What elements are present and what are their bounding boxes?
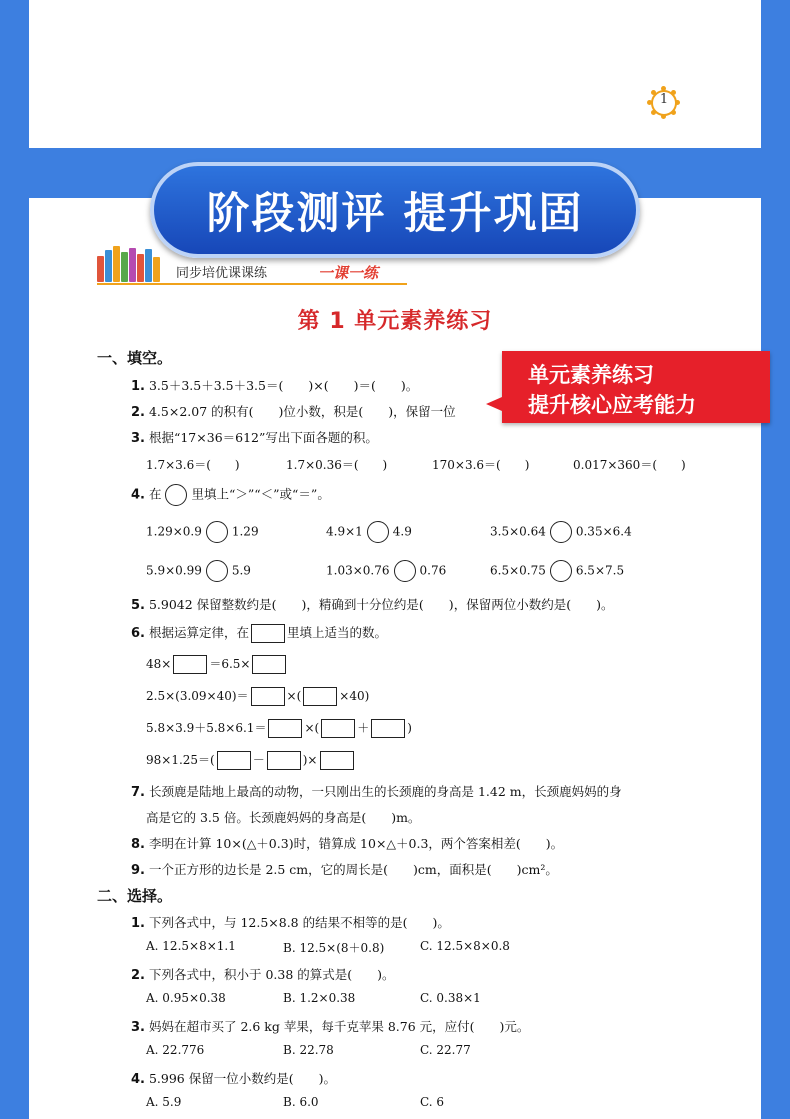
banner — [150, 162, 640, 258]
answer-box-icon — [251, 624, 285, 643]
compare-circle[interactable] — [394, 560, 416, 582]
s1-q4-item: 5.9×0.99 5.9 — [146, 560, 251, 582]
callout-line2: 提升核心应考能力 — [528, 393, 696, 417]
top-page — [29, 0, 761, 148]
s2-q1-option[interactable]: B. 12.5×(8＋0.8) — [283, 941, 385, 955]
banner-title: 阶段测评 提升巩固 — [206, 189, 584, 239]
s2-q2-option[interactable]: A. 0.95×0.38 — [146, 991, 226, 1005]
answer-box[interactable] — [320, 751, 354, 770]
compare-circle[interactable] — [550, 521, 572, 543]
s1-q4-item: 1.03×0.76 0.76 — [326, 560, 446, 582]
s2-q2-option[interactable]: B. 1.2×0.38 — [283, 991, 356, 1005]
answer-box[interactable] — [267, 751, 301, 770]
s1-q4: 4. 在 里填上“＞”“＜”或“＝”。 — [131, 484, 330, 506]
s1-q3-item: 1.7×3.6＝( ) — [146, 458, 240, 472]
s1-q8: 8. 李明在计算 10×(△＋0.3)时，错算成 10×△＋0.3，两个答案相差( )。 — [131, 836, 564, 852]
s1-q6-row3: 5.8×3.9＋5.8×6.1＝ ×( ＋ ) — [146, 719, 412, 738]
compare-circle[interactable] — [550, 560, 572, 582]
series-underline — [97, 283, 407, 285]
s1-q1: 1. 3.5＋3.5＋3.5＋3.5＝( )×( )＝( )。 — [131, 378, 419, 394]
callout-pointer — [486, 397, 502, 411]
s1-q3: 3. 根据“17×36＝612”写出下面各题的积。 — [131, 430, 378, 446]
answer-box[interactable] — [252, 655, 286, 674]
page-number: 1 — [659, 92, 669, 107]
s2-q4-option[interactable]: A. 5.9 — [146, 1095, 182, 1109]
compare-circle-icon — [165, 484, 187, 506]
answer-box[interactable] — [217, 751, 251, 770]
unit-title: 第 1 单元素养练习 — [297, 309, 493, 334]
page-number-badge — [647, 86, 681, 120]
s2-q3-option[interactable]: C. 22.77 — [420, 1043, 471, 1057]
section2-heading: 二、选择。 — [97, 887, 173, 905]
answer-box[interactable] — [303, 687, 337, 706]
s2-q2: 2. 下列各式中，积小于 0.38 的算式是( )。 — [131, 967, 395, 983]
answer-box[interactable] — [321, 719, 355, 738]
s2-q3-option[interactable]: B. 22.78 — [283, 1043, 334, 1057]
s1-q6-row4: 98×1.25＝( － )× — [146, 751, 356, 770]
callout-line1: 单元素养练习 — [528, 363, 654, 387]
answer-box[interactable] — [268, 719, 302, 738]
s1-q4-item: 3.5×0.64 0.35×6.4 — [490, 521, 632, 543]
series-name: 同步培优课课练 — [176, 266, 268, 281]
s1-q6-row1: 48× ＝6.5× — [146, 655, 288, 674]
books-icon — [97, 244, 167, 282]
s1-q3-item: 0.017×360＝( ) — [573, 458, 686, 472]
s2-q1-option[interactable]: A. 12.5×8×1.1 — [146, 939, 236, 953]
s1-q7: 7. 长颈鹿是陆地上最高的动物，一只刚出生的长颈鹿的身高是 1.42 m，长颈鹿妈妈的身 — [131, 784, 622, 800]
s2-q3-option[interactable]: A. 22.776 — [146, 1043, 205, 1057]
s1-q5: 5. 5.9042 保留整数约是( )，精确到十分位约是( )，保留两位小数约是( )。 — [131, 597, 614, 613]
section1-heading: 一、填空。 — [97, 349, 173, 367]
answer-box[interactable] — [251, 687, 285, 706]
s1-q6: 6. 根据运算定律，在 里填上适当的数。 — [131, 625, 387, 641]
answer-box[interactable] — [371, 719, 405, 738]
s2-q4: 4. 5.996 保留一位小数约是( )。 — [131, 1071, 336, 1087]
s1-q2: 2. 4.5×2.07 的积有( )位小数，积是( )，保留一位 — [131, 404, 456, 420]
series-tag: 一课一练 — [318, 264, 379, 282]
compare-circle[interactable] — [206, 521, 228, 543]
s1-q3-item: 170×3.6＝( ) — [432, 458, 530, 472]
s2-q2-option[interactable]: C. 0.38×1 — [420, 991, 481, 1005]
compare-circle[interactable] — [206, 560, 228, 582]
s1-q9: 9. 一个正方形的边长是 2.5 cm，它的周长是( )cm，面积是( )cm²。 — [131, 862, 558, 878]
s2-q3: 3. 妈妈在超市买了 2.6 kg 苹果，每千克苹果 8.76 元，应付( )元。 — [131, 1019, 530, 1035]
s2-q1: 1. 下列各式中，与 12.5×8.8 的结果不相等的是( )。 — [131, 915, 450, 931]
s1-q4-item: 1.29×0.9 1.29 — [146, 521, 259, 543]
s1-q4-item: 6.5×0.75 6.5×7.5 — [490, 560, 624, 582]
s1-q7-line2: 高是它的 3.5 倍。长颈鹿妈妈的身高是( )m。 — [146, 810, 421, 825]
s1-q4-item: 4.9×1 4.9 — [326, 521, 412, 543]
s1-q6-row2: 2.5×(3.09×40)＝ ×( ×40) — [146, 687, 369, 706]
s1-q3-item: 1.7×0.36＝( ) — [286, 458, 388, 472]
compare-circle[interactable] — [367, 521, 389, 543]
answer-box[interactable] — [173, 655, 207, 674]
callout-box — [502, 351, 770, 423]
s2-q4-option[interactable]: C. 6 — [420, 1095, 445, 1109]
s2-q1-option[interactable]: C. 12.5×8×0.8 — [420, 939, 510, 953]
s2-q4-option[interactable]: B. 6.0 — [283, 1095, 319, 1109]
